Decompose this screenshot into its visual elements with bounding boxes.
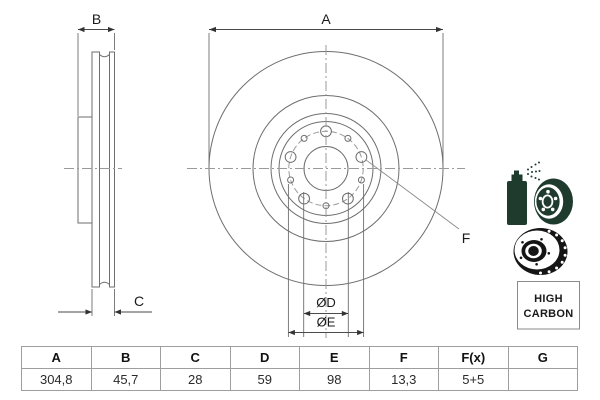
spec-table xyxy=(21,346,578,391)
col-header-g: G xyxy=(508,347,578,369)
high-carbon-badge xyxy=(518,282,580,330)
label-od: ØD xyxy=(316,295,336,310)
arrowhead-left xyxy=(78,27,85,32)
arrowhead-right xyxy=(357,330,364,335)
section-disc-body xyxy=(92,52,115,287)
label-c: C xyxy=(133,293,145,309)
section-hat xyxy=(78,117,92,223)
label-f: F xyxy=(461,230,471,246)
alignment-hole xyxy=(301,135,307,141)
value-c: 28 xyxy=(161,369,231,391)
vented-disc-icon xyxy=(514,228,568,275)
spec-table-header-row xyxy=(22,347,578,369)
value-d: 59 xyxy=(230,369,300,391)
spray-can-cap xyxy=(512,175,523,182)
leader-f xyxy=(366,160,470,246)
leader-line xyxy=(366,160,459,229)
spray-can-nozzle xyxy=(514,171,519,176)
arrowhead-left xyxy=(86,309,93,314)
section-view xyxy=(64,52,122,287)
high-carbon-line1: HIGH xyxy=(534,293,563,305)
arrowhead-left xyxy=(209,27,216,32)
label-oe: ØE xyxy=(316,314,336,330)
arrowhead-left xyxy=(288,330,295,335)
dimension-c xyxy=(58,289,152,316)
arrowhead-left xyxy=(304,311,311,316)
col-header-fx: F(x) xyxy=(439,347,509,369)
high-carbon-box xyxy=(518,282,580,330)
coated-disc xyxy=(534,179,573,225)
high-carbon-line2: CARBON xyxy=(523,308,574,320)
col-header-a: A xyxy=(22,347,92,369)
value-f: 13,3 xyxy=(369,369,439,391)
arrowhead-right xyxy=(436,27,443,32)
value-b: 45,7 xyxy=(91,369,161,391)
value-e: 98 xyxy=(300,369,370,391)
col-header-b: B xyxy=(91,347,161,369)
value-a: 304,8 xyxy=(22,369,92,391)
col-header-f: F xyxy=(369,347,439,369)
spray-can-body xyxy=(507,181,527,225)
label-a: A xyxy=(321,11,331,27)
arrowhead-right xyxy=(342,311,349,316)
arrowhead-right xyxy=(115,309,122,314)
disc-hub xyxy=(520,238,550,266)
value-fx: 5+5 xyxy=(439,369,509,391)
spec-table-value-row xyxy=(22,369,578,391)
label-b: B xyxy=(91,11,102,27)
coating-spray-icon xyxy=(507,162,573,226)
spray-mist xyxy=(527,162,541,181)
col-header-d: D xyxy=(230,347,300,369)
arrowhead-right xyxy=(108,27,115,32)
col-header-c: C xyxy=(161,347,231,369)
col-header-e: E xyxy=(300,347,370,369)
value-g xyxy=(508,369,578,391)
